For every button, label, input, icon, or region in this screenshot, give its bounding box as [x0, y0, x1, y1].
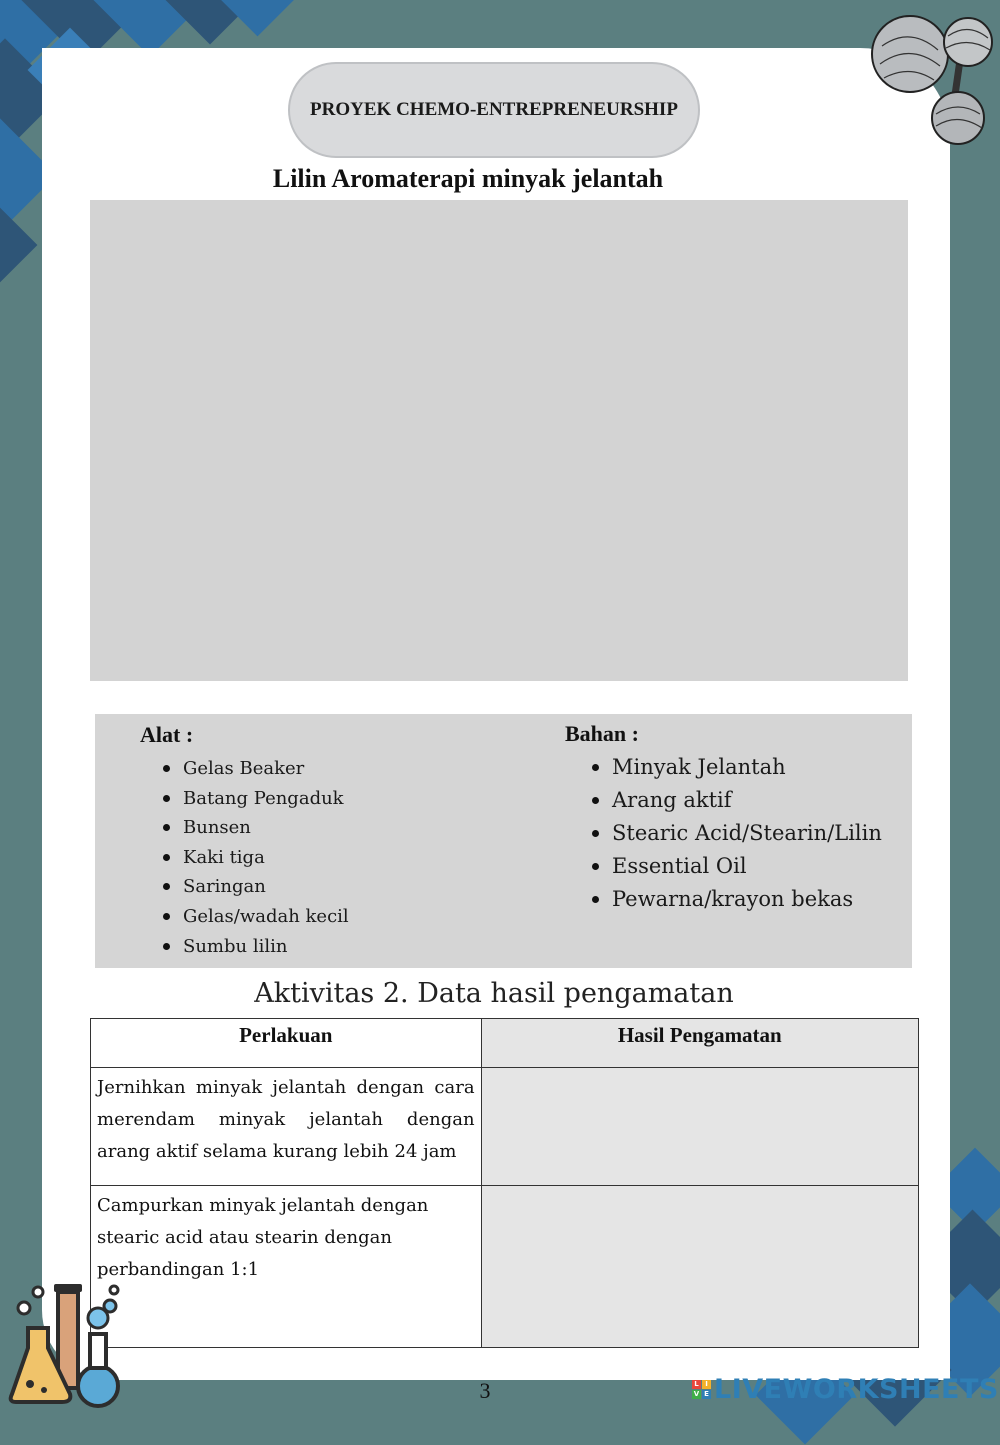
list-item: Kaki tiga [161, 843, 349, 873]
list-item: Bunsen [161, 813, 349, 843]
header-perlakuan: Perlakuan [91, 1019, 482, 1068]
list-item: Arang aktif [590, 784, 882, 817]
logo-letter: L [692, 1380, 701, 1389]
hasil-input-cell[interactable] [481, 1068, 918, 1186]
bahan-list [590, 751, 882, 916]
list-item: Batang Pengaduk [161, 784, 349, 814]
list-item: Stearic Acid/Stearin/Lilin [590, 817, 882, 850]
alat-list [161, 754, 349, 961]
list-item: Pewarna/krayon bekas [590, 883, 882, 916]
logo-letter: V [693, 1390, 700, 1398]
list-item: Gelas/wadah kecil [161, 902, 349, 932]
alat-title: Alat : [140, 722, 194, 747]
liveworksheets-logo-icon [692, 1380, 711, 1399]
observation-table [90, 1018, 919, 1348]
page-number: 3 [479, 1378, 491, 1403]
lab-flasks-icon [8, 1278, 130, 1408]
table-row [91, 1186, 919, 1348]
liveworksheets-watermark [692, 1374, 999, 1405]
watermark-text: LIVEWORKSHEETS [714, 1374, 999, 1405]
materials-panel [95, 714, 912, 968]
list-item: Gelas Beaker [161, 754, 349, 784]
hasil-input-cell[interactable] [481, 1186, 918, 1348]
header-hasil-pengamatan: Hasil Pengamatan [481, 1019, 918, 1068]
list-item: Minyak Jelantah [590, 751, 882, 784]
page-subtitle: Lilin Aromaterapi minyak jelantah [272, 164, 664, 193]
activity-title: Aktivitas 2. Data hasil pengamatan [254, 978, 734, 1009]
bahan-title: Bahan : [565, 721, 639, 746]
list-item: Sumbu lilin [161, 932, 349, 962]
perlakuan-cell: Jernihkan minyak jelantah dengan cara merendam minyak jelantah dengan arang aktif selama kurang lebih 24 jam [91, 1068, 482, 1186]
list-item: Essential Oil [590, 850, 882, 883]
perlakuan-cell: Campurkan minyak jelantah dengan stearic acid atau stearin dengan perbandingan 1:1 [91, 1186, 482, 1348]
project-title: PROYEK CHEMO-ENTREPRENEURSHIP [288, 62, 700, 158]
list-item: Saringan [161, 872, 349, 902]
photo-placeholder [90, 200, 908, 681]
logo-letter: I [702, 1380, 711, 1389]
molecule-icon [862, 6, 1000, 156]
logo-letter: E [702, 1390, 711, 1399]
table-header-row [91, 1019, 919, 1068]
table-row [91, 1068, 919, 1186]
